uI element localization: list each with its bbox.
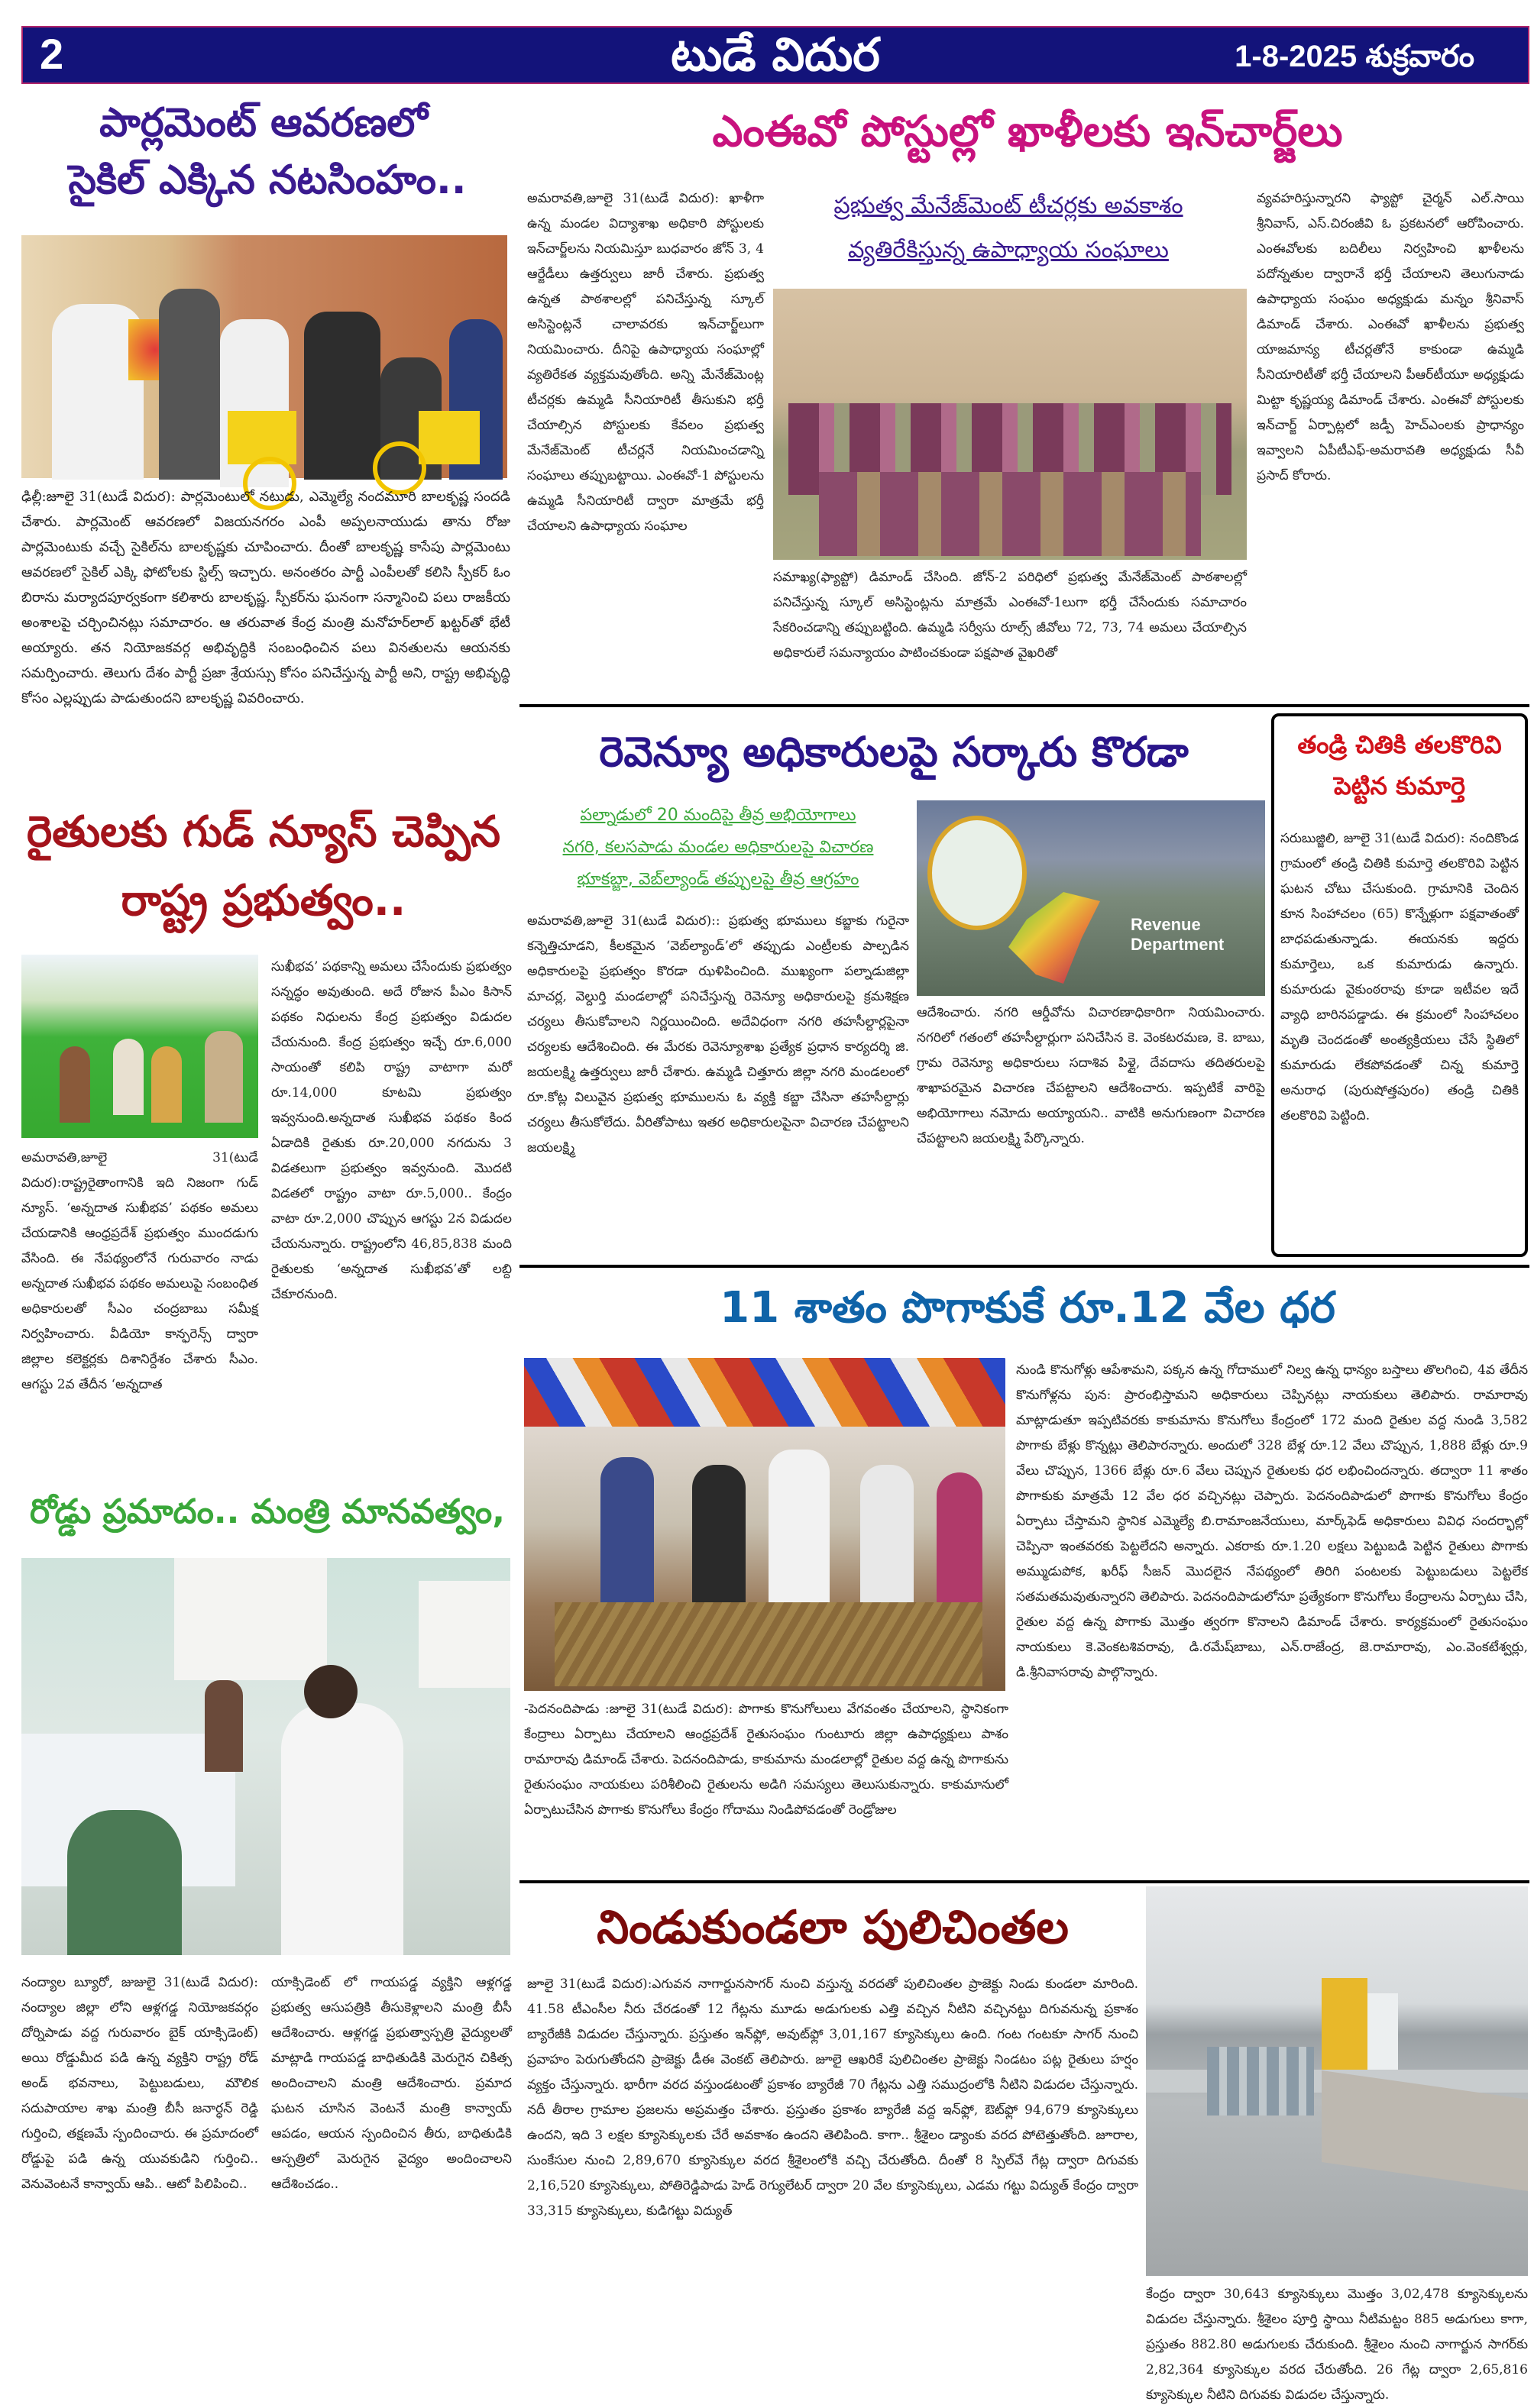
revenue-subhead-1: పల్నాడులో 20 మందిపై తీవ్ర అభియోగాలు [580,806,856,825]
revenue-subhead-2: నగరి, కలసపాడు మండల అధికారులపై విచారణ [562,838,874,857]
daughter-headline-2: పెట్టిన కుమార్తె [1334,771,1465,800]
revenue-subhead-3: భూకబ్జా, వెబ్‌ల్యాండ్ తప్పులపై తీవ్ర ఆగ్రహం [577,870,859,889]
tobacco-headline: 11 శాతం పొగాకుకే రూ.12 వేల ధర [720,1283,1335,1333]
newspaper-title: టుడే విదుర [671,28,880,82]
tobacco-col-bottom: -పెదనందిపాడు :జూలై 31(టుడే విదుర): పొగాకు కొనుగోలులు వేగవంతం చేయాలని, స్థానికంగా కేంద్రాలు ఏర్పాటు చేయాలని ఆంధ్రప్రదేశ్ రైతుసంఘం గుంటూరు జిల్లా ఉపాధ్యక్షులు పాశం రామారావు డిమాండ్ చేశారు. పెదనందిపాడు, కాకుమాను మండలాల్లో రైతుల వద్ద ఉన్న పొగాకును రైతుసంఘం నాయకులు పరిశీలించి రైతులను అడిగి సమస్యలు తెలుసుకున్నారు. కాకుమానులో ఏర్పాటుచేసిన పొగాకు కొనుగోలు కేంద్రం గోదాము నిండిపోవడంతో రెండ్రోజుల [524,1702,1008,1818]
farmers-col-1: అమరావతి,జూలై 31(టుడే విదుర):రాష్ట్రరైతాంగానికి ఇది నిజంగా గుడ్ న్యూస్. ‘అన్నదాత సుఖీభవ’ పథకం అమలు చేయడానికి ఆంధ్రప్రదేశ్ ప్రభుత్వం ముందడుగు వేసింది. ఈ నేపథ్యంలోనే గురువారం నాడు అన్నదాత సుఖీభవ పథకం అమలుపై సంబంధిత అధికారులతో సీఎం చంద్రబాబు సమీక్ష నిర్వహించారు. వీడియో కాన్ఫరెన్స్ ద్వారా జిల్లాల కలెక్టర్లకు దిశానిర్దేశం చేశారు సీఎం. ఆగస్టు 2వ తేదీన ‘అన్నదాత [21,1150,258,1392]
farmers-headline-1: రైతులకు గుడ్ న్యూస్ చెప్పిన [26,807,501,857]
farmers-photo [21,955,258,1138]
meo-headline: ఎంఈవో పోస్టుల్లో ఖాళీలకు ఇన్‌చార్జ్‌లు [712,107,1343,157]
meo-col-1: అమరావతి,జూలై 31(టుడే విదుర): ఖాళీగా ఉన్న మండల విద్యాశాఖ అధికారి పోస్టులకు ఇన్‌చార్జ్‌లను నియమిస్తూ బుధవారం జోన్ 3, 4 ఆర్జేడీలు ఉత్తర్వులు జారీ చేశారు. ప్రభుత్వ ఉన్నత పాఠశాలల్లో పనిచేస్తున్న స్కూల్ అసిస్టెంట్లనే చాలావరకు ఇన్‌చార్జ్‌లుగా నియమించారు. దీనిపై ఉపాధ్యాయ సంఘాల్లో వ్యతిరేకత వ్యక్తమవుతోంది. అన్ని మేనేజ్‌మెంట్ల టీచర్లకు ఉమ్మడి సీనియారిటీ తీసుకుని భర్తీ చేయాల్సిన పోస్టులకు కేవలం ప్రభుత్వ మేనేజ్‌మెంట్ టీచర్లనే నియమించడాన్ని సంఘాలు తప్పుబట్టాయి. ఎంఈవో-1 పోస్టులను ఉమ్మడి సీనియారిటీ ద్వారా మాత్రమే భర్తీ చేయాలని ఉపాధ్యాయ సంఘాల [527,191,764,534]
tobacco-photo [524,1358,1005,1691]
daughter-headline-1: తండ్రి చితికి తలకొరివి [1297,730,1502,759]
road-col-2: యాక్సిడెంట్ లో గాయపడ్డ వ్యక్తిని ఆళ్లగడ్డ ప్రభుత్వ ఆసుపత్రికి తీసుకెళ్లాలని మంత్రి బీసీ ఆదేశించారు. ఆళ్లగడ్డ ప్రభుత్వాస్పత్రి వైద్యులతో మాట్లాడి గాయపడ్డ బాధితుడికి మెరుగైన చికిత్స అందించాలని మంత్రి ఆదేశించారు. ప్రమాద ఘటన చూసిన వెంటనే మంత్రి కాన్వాయ్ ఆపడం, ఆయన స్పందించిన తీరు, బాధితుడికి ఆస్పత్రిలో మెరుగైన వైద్యం అందించాలని ఆదేశించడం.. [271,1975,512,2192]
revenue-photo [917,800,1265,996]
meo-subhead-2: వ్యతిరేకిస్తున్న ఉపాధ్యాయ సంఘాలు [848,237,1169,263]
meo-col-3: వ్యవహరిస్తున్నారని ఫ్యాప్టో చైర్మన్ ఎల్.సాయి శ్రీనివాస్, ఎస్.చిరంజీవి ఓ ప్రకటనలో ఆరోపించారు. ఎంఈవోలకు బదిలీలు నిర్వహించి ఖాళీలను పదోన్నతుల ద్వారానే భర్తీ చేయాలని తెలుగునాడు ఉపాధ్యాయ సంఘం అధ్యక్షుడు మన్నం శ్రీనివాస్ డిమాండ్ చేశారు. ఎంఈవో ఖాళీలను ప్రభుత్వ యాజమాన్య టీచర్లతోనే కాకుండా ఉమ్మడి సీనియారిటీతో భర్తీ చేయాలని పీఆర్‌టీయూ అధ్యక్షుడు మిట్టా కృష్ణయ్య డిమాండ్ చేశారు. ఎంఈవో పోస్టులకు ఇన్‌చార్జ్ ఏర్పాట్లలో జడ్పీ హెచ్‌ఎంలకు ప్రాధాన్యం ఇవ్వాలని ఏపీటీఎఫ్-అమరావతి అధ్యక్షుడు సీవీ ప్రసాద్ కోరారు. [1257,191,1524,483]
pulichintala-col-1: జూలై 31(టుడే విదుర):ఎగువన నాగార్జునసాగర్ నుంచి వస్తున్న వరదతో పులిచింతల ప్రాజెక్టు నిండు కుండలా మారింది. 41.58 టీఎంసీల నీరు చేరడంతో 12 గేట్లను మూడు అడుగులకు ఎత్తి వచ్చిన నీటిని వచ్చినట్టు దిగువనున్న ప్రకాశం బ్యారేజీకి విడుదల చేస్తున్నారు. ప్రస్తుతం ఇన్‌ఫ్లో, అవుట్‌ఫ్లో 3,01,167 క్యూసెక్కులు ఉంది. గంట గంటకూ సాగర్ నుంచి ప్రవాహం పెరుగుతోందని ప్రాజెక్టు డీఈ వెంకట్ తెలిపారు. జూలై ఆఖరికే పులిచింతల ప్రాజెక్టు నిండటం పట్ల రైతులు హర్షం వ్యక్తం చేస్తున్నారు. భారీగా వరద వస్తుండటంతో ప్రకాశం బ్యారేజీ 70 గేట్లను ఎత్తి సముద్రంలోకి నీటిని విడుదల చేస్తున్నారు. నదీ తీరాల గ్రామాల ప్రజలను అప్రమత్తం చేశారు. ప్రస్తుతం ప్రకాశం బ్యారేజీ వద్ద ఇన్‌ఫ్లో, ఔట్‌ఫ్లో 94,679 క్యూసెక్కులు ఉందని, ఇది 3 లక్షల క్యూసెక్కులకు చేరే అవకాశం ఉందని తెలిపింది. కాగా.. శ్రీశైలం డ్యాంకు వరద పోటెత్తుతోంది. జూరాల, సుంకేసుల నుంచి 2,89,670 క్యూసెక్కుల వరద శ్రీశైలంలోకి వచ్చి చేరుతోంది. దీంతో 8 స్పిల్‌వే గేట్ల ద్వారా దిగువకు 2,16,520 క్యూసెక్కులు, పోతిరెడ్డిపాడు హెడ్ రెగ్యులేటర్ ద్వారా 20 వేల క్యూసెక్కులు, ఎడమ గట్టు విద్యుత్ కేంద్రం ద్వారా 33,315 క్యూసెక్కులు, కుడిగట్టు విద్యుత్ [527,1976,1138,2219]
meo-photo [773,289,1247,560]
issue-date: 1-8-2025 శుక్రవారం [1235,40,1474,73]
pulichintala-headline: నిండుకుండలా పులిచింతల [597,1901,1069,1954]
parliament-photo [21,235,507,478]
road-photo [21,1558,510,1955]
parliament-headline-2: సైకిల్ ఎక్కిన నటసింహం.. [68,157,467,203]
meo-col-2: సమాఖ్య(ఫ్యాప్టో) డిమాండ్ చేసింది. జోన్-2 పరిధిలో ప్రభుత్వ మేనేజ్‌మెంట్ పాఠశాలల్లో పనిచేస్తున్న స్కూల్ అసిస్టెంట్లను మాత్రమే ఎంఈవో-1లుగా భర్తీ చేసేందుకు సమాచారం సేకరించడాన్ని తప్పుబట్టింది. ఉమ్మడి సర్వీసు రూల్స్ జీవోలు 72, 73, 74 అమలు చేయాల్సిన అధికారులే సమన్యాయం పాటించకుండా పక్షపాత వైఖరితో [773,570,1247,661]
farmers-col-2: సుఖీభవ’ పథకాన్ని అమలు చేసేందుకు ప్రభుత్వం సన్నద్ధం అవుతుంది. అదే రోజున పీఎం కిసాన్ పథకం నిధులను కేంద్ర ప్రభుత్వం విడుదల చేయనుంది. కేంద్ర ప్రభుత్వం ఇచ్చే రూ.6,000 సాయంతో కలిపి రాష్ట్ర వాటాగా మరో రూ.14,000 కూటమి ప్రభుత్వం ఇవ్వనుంది.అన్నదాత సుఖీభవ పథకం కింద ఏడాదికి రైతుకు రూ.20,000 నగదును 3 విడతలుగా ప్రభుత్వం ఇవ్వనుంది. మొదటి విడతలో రాష్ట్రం వాటా రూ.5,000.. కేంద్రం వాటా రూ.2,000 చొప్పున ఆగస్టు 2న విడుదల చేయనున్నారు. రాష్ట్రంలోని 46,85,838 మంది రైతులకు ‘అన్నదాత సుఖీభవ’తో లబ్ది చేకూరనుంది. [271,959,512,1302]
page-number: 2 [40,30,64,78]
revenue-col-1: అమరావతి,జూలై 31(టుడే విదుర):: ప్రభుత్వ భూములు కబ్జాకు గురైనా కన్నెత్తిచూడని, కీలకమైన ‘వెబ్‌ల్యాండ్’లో తప్పుడు ఎంట్రీలకు పాల్పడిన అధికారులపై ప్రభుత్వం కొరడా ఝళిపించింది. ముఖ్యంగా పల్నాడుజిల్లా మాచర్ల, వెల్దుర్తి మండలాల్లో పనిచేస్తున్న రెవెన్యూ అధికారులపై క్రమశిక్షణ చర్యలు తీసుకోవాలని నిర్ణయించింది. అదేవిధంగా నగరి తహసీల్దార్లపైనా చర్యలకు ఆదేశించింది. ఈ మేరకు రెవెన్యూశాఖ ప్రత్యేక ప్రధాన కార్యదర్శి జి. జయలక్ష్మి ఉత్తర్వులు జారీ చేశారు. ఉమ్మడి చిత్తూరు జిల్లా నగరి మండలంలో రూ.కోట్ల విలువైన ప్రభుత్వ భూములను ఓ వ్యక్తి కబ్జా చేసినా తహసీల్దార్లు చర్యలు తీసుకోలేదు. వీరితోపాటు ఇతర అధికారులపైనా విచారణ చేపట్టాలని జయలక్ష్మి [527,913,909,1156]
section-divider [519,1880,1529,1883]
road-headline: రోడ్డు ప్రమాదం.. మంత్రి మానవత్వం, [30,1492,505,1531]
meo-subhead-1: ప్రభుత్వ మేనేజ్‌మెంట్ టీచర్లకు అవకాశం [833,192,1183,219]
pulichintala-col-2: కేంద్రం ద్వారా 30,643 క్యూసెక్కులు మొత్తం 3,02,478 క్యూసెక్కులను విడుదల చేస్తున్నారు. శ్రీశైలం పూర్తి స్థాయి నీటిమట్టం 885 అడుగులు కాగా, ప్రస్తుతం 882.80 అడుగులకు చేరుకుంది. శ్రీశైలం నుంచి నాగార్జున సాగర్‌కు 2,82,364 క్యూసెక్కుల వరద చేరుతోంది. 26 గేట్ల ద్వారా 2,65,816 క్యూసెక్కుల నీటిని దిగువకు విడుదల చేస్తున్నారు. [1146,2287,1528,2403]
section-divider [519,704,1529,707]
road-col-1: నంద్యాల బ్యూరో, జుజులై 31(టుడే విదుర): నంద్యాల జిల్లా లోని ఆళ్లగడ్డ నియోజకవర్గం దోర్నిపాడు వద్ద గురువారం బైక్ యాక్సిడెంట్) అయి రోడ్డుమీద పడి ఉన్న వ్యక్తిని రాష్ట్ర రోడ్ అండ్ భవనాలు, పెట్టుబడులు, మౌలిక సదుపాయాల శాఖ మంత్రి బీసీ జనార్ధన్ రెడ్డి గుర్తించి, తక్షణమే స్పందించారు. ఈ ప్రమాదంలో రోడ్డుపై పడి ఉన్న యువకుడిని గుర్తించి.. వెనువెంటనే కాన్వాయ్ ఆపి.. ఆటో పిలిపించి.. [21,1975,258,2192]
revenue-headline: రెవెన్యూ అధికారులపై సర్కారు కొరడా [599,728,1189,776]
tobacco-col-right: నుండి కొనుగోళ్లు ఆపేశామని, పక్కన ఉన్న గోదాములో నిల్వ ఉన్న ధాన్యం బస్తాలు తొలగించి, 4వ తేదీన కొనుగోళ్లను పున: ప్రారంభిస్తామని అధికారులు చెప్పినట్లు నాయకులు తెలిపారు. రామారావు మాట్లాడుతూ ఇప్పటివరకు కాకుమాను కొనుగోలు కేంద్రంలో 172 మంది రైతుల వద్ద నుండి 3,582 పొగాకు బేళ్లు కొన్నట్లు తెలిపారన్నారు. అందులో 328 బేళ్ల రూ.12 వేలు చొప్పున, 1,888 బేళ్లు రూ.9 వేలు చొప్పున, 1366 బేళ్లు రూ.6 వేలు చెప్పున రైతులకు ధర లభించిందన్నారు. తద్వారా 11 శాతం పొగాకుకు మాత్రమే 12 వేల ధర వచ్చినట్లు చెప్పారు. పెదనందిపాడులో పొగాకు కొనుగోలు కేంద్రం ఏర్పాటు చేస్తామని స్థానిక ఎమ్మెల్యే బి.రామాంజనేయులు, మార్క్‌ఫెడ్ అధికారులు వివిధ సందర్భాల్లో చెప్పినా ఇంతవరకు పెట్టలేదని అన్నారు. ఎకరాకు రూ.1.20 లక్షలు పెట్టుబడి పెట్టిన రైతులు పొగాకు అమ్ముడుపోక, ఖరీఫ్ సీజన్ మొదలైన నేపథ్యంలో తిరిగి పంటలకు పెట్టుబడులు పెట్టలేక సతమతమవుతున్నారని తెలిపారు. పెదనందిపాడులోనూ ప్రత్యేకంగా కొనుగోలు కేంద్రాలను ఏర్పాటు చేసి, రైతుల వద్ద ఉన్న పొగాకు మొత్తం త్వరగా కొనాలని డిమాండ్ చేశారు. కార్యక్రమంలో రైతుసంఘం నాయకులు కె.వెంకటశివరావు, డి.రమేష్‌బాబు, ఎన్.రాజేంద్ర, జె.రామారావు, ఎం.వెంకటేశ్వర్లు, డి.శ్రీనివాసరావు పాల్గొన్నారు. [1016,1362,1528,1680]
masthead [21,26,1529,84]
parliament-body: ఢిల్లీ:జూలై 31(టుడే విదుర): పార్లమెంటులో నటుడు, ఎమ్మెల్యే నందమూరి బాలకృష్ణ సందడి చేశారు. పార్లమెంట్ ఆవరణలో విజయనగరం ఎంపీ అప్పలనాయుడు తాను రోజు పార్లమెంటుకు వచ్చే సైకిల్‌ను బాలకృష్ణకు చూపించారు. దీంతో బాలకృష్ణ కాసేపు పార్లమెంటు ఆవరణలో సైకిల్ ఎక్కి ఫోటోలకు స్టిల్స్ ఇచ్చారు. అనంతరం పార్టీ ఎంపీలతో కలిసి స్పీకర్ ఓం బిరాను మర్యాదపూర్వకంగా కలిశారు బాలకృష్ణ. స్పీకర్‌ను ఘనంగా సన్మానించి పలు రాజకీయ అంశాలపై చర్చించినట్లు సమాచారం. ఆ తరువాత కేంద్ర మంత్రి మనోహర్‌లాల్ ఖట్టర్‌తో భేటీ అయ్యారు. తన నియోజకవర్గ అభివృద్ధికి సంబంధించిన పలు వినతులను ఆయనకు సమర్పించారు. తెలుగు దేశం పార్టీ ప్రజా శ్రేయస్సు కోసం పనిచేస్తున్న పార్టీ అని, రాష్ట్ర అభివృద్ధి కోసం ఎల్లప్పుడు పాడుతుందని బాలకృష్ణ వివరించారు. [21,489,510,706]
parliament-headline-1: పార్లమెంట్ ఆవరణలో [99,100,428,146]
pulichintala-dam-photo [1146,1886,1528,2276]
revenue-col-2: ఆదేశించారు. నగరి ఆర్డీవోను విచారణాధికారిగా నియమించారు. నగరిలో గతంలో తహసీల్దార్లుగా పనిచేసిన కె. వెంకటరమణ, కె. బాబు, గ్రామ రెవెన్యూ అధికారులు సదాశివ పిళ్లై, దేవదాసు తదితరులపై శాఖాపరమైన విచారణ చేపట్టాలని ఆదేశించారు. ఇప్పటికే వారిపై అభియోగాలు నమోదు అయ్యాయని.. వాటికి అనుగుణంగా విచారణ చేపట్టాలని జయలక్ష్మి పేర్కొన్నారు. [917,1005,1265,1146]
section-divider [519,1265,1529,1268]
daughter-body: సరుబుజ్జిలి, జూలై 31(టుడే విదుర): నందికొండ గ్రామంలో తండ్రి చితికి కుమార్తె తలకొరివి పెట్టిన ఘటన చోటు చేసుకుంది. గ్రామానికి చెందిన కూన సింహాచలం (65) కొన్నేళ్లుగా పక్షవాతంతో బాధపడుతున్నాడు. ఈయనకు ఇద్దరు కుమార్తెలు, ఒక కుమారుడు ఉన్నారు. కుమారుడు వైకుంఠరావు కూడా ఇటీవల ఇదే వ్యాధి బారినపడ్డాడు. ఈ క్రమంలో సింహాచలం మృతి చెందడంతో అంత్యక్రియలు చేసే స్థితిలో కుమారుడు లేకపోవడంతో చిన్న కుమార్తె అనురాధ (పురుషోత్తపురం) తండ్రి చితికి తలకొరివి పెట్టింది. [1280,831,1519,1123]
farmers-headline-2: రాష్ట్ర ప్రభుత్వం.. [121,876,406,926]
revenue-photo-caption: Revenue Department [1131,915,1225,954]
